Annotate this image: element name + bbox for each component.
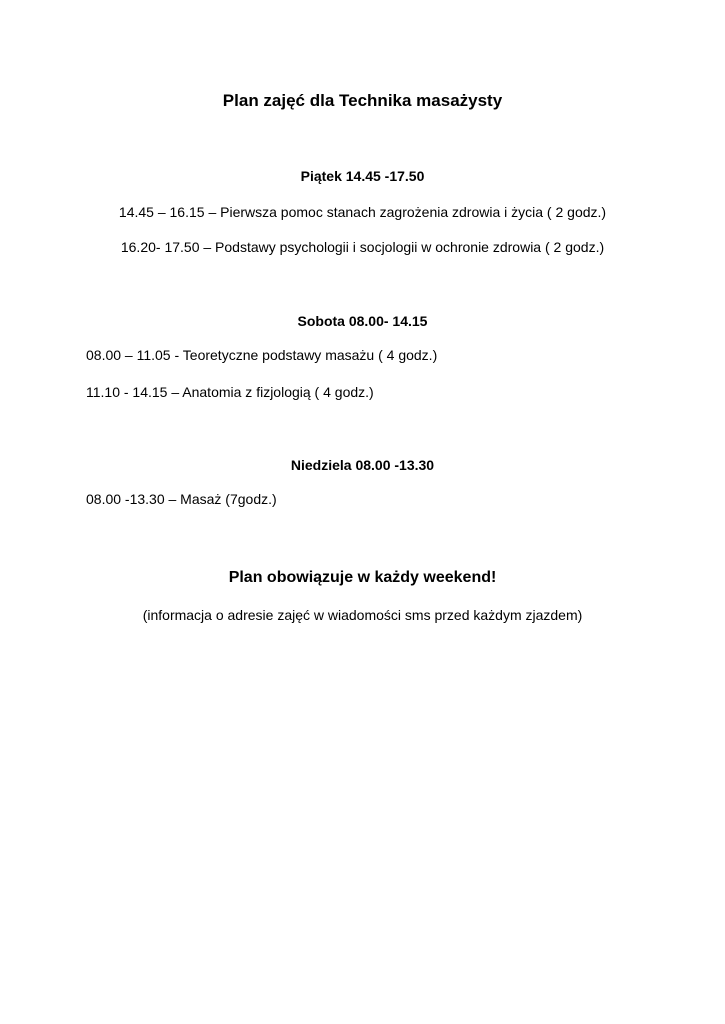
friday-heading: Piątek 14.45 -17.50 bbox=[300, 168, 425, 184]
sunday-item-1: 08.00 -13.30 – Masaż (7godz.) bbox=[86, 491, 277, 507]
sunday-heading: Niedziela 08.00 -13.30 bbox=[290, 457, 435, 473]
friday-item-1: 14.45 – 16.15 – Pierwsza pomoc stanach zagrożenia zdrowia i życia ( 2 godz.) bbox=[118, 204, 607, 220]
weekend-notice: Plan obowiązuje w każdy weekend! bbox=[228, 569, 497, 586]
saturday-item-1: 08.00 – 11.05 - Teoretyczne podstawy masażu ( 4 godz.) bbox=[86, 347, 438, 363]
page-title: Plan zajęć dla Technika masażysty bbox=[222, 91, 503, 110]
saturday-heading: Sobota 08.00- 14.15 bbox=[297, 313, 428, 329]
saturday-item-2: 11.10 - 14.15 – Anatomia z fizjologią ( 4 godz.) bbox=[86, 384, 374, 400]
address-note: (informacja o adresie zajęć w wiadomości sms przed każdym zjazdem) bbox=[142, 607, 583, 623]
friday-item-2: 16.20- 17.50 – Podstawy psychologii i socjologii w ochronie zdrowia ( 2 godz.) bbox=[120, 239, 605, 255]
